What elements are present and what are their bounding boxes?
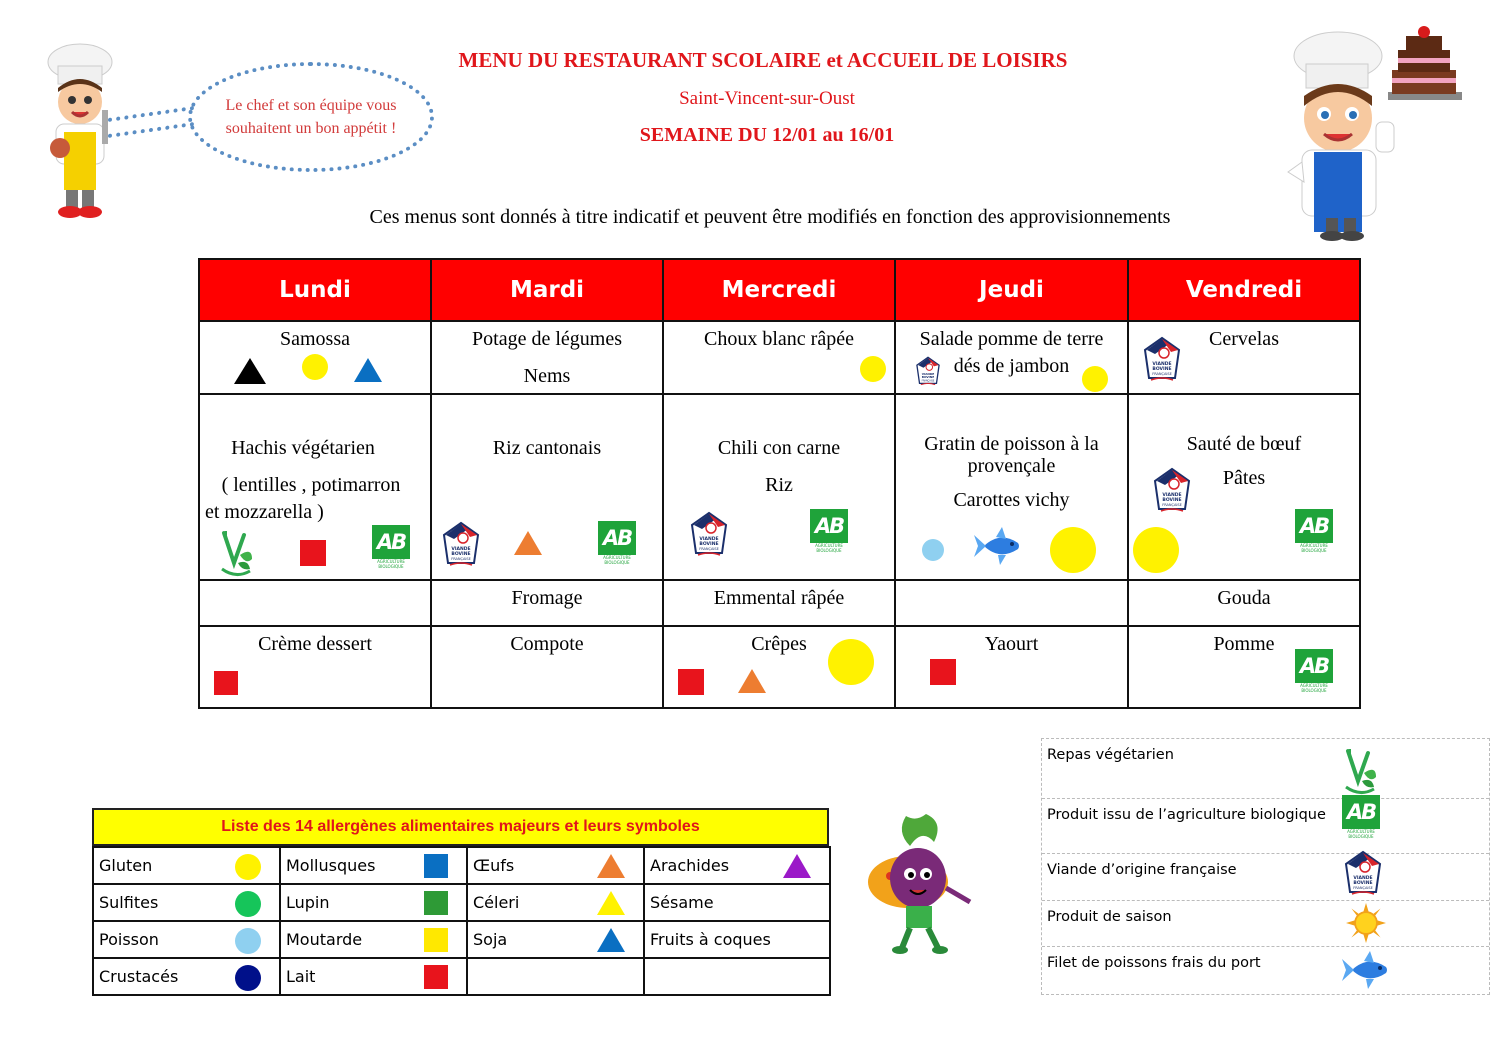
allergen-table (92, 846, 831, 996)
eggs-triangle-icon (738, 669, 766, 693)
soy-triangle-icon (354, 358, 382, 382)
dish-line: Compote (510, 633, 584, 655)
legend-row-french-meat (1042, 854, 1489, 901)
mollusques-square-icon (424, 854, 448, 878)
gluten-circle-icon (235, 854, 261, 880)
french-meat-label-icon (1342, 850, 1384, 896)
milk-square-icon (678, 669, 704, 695)
crustaces-circle-icon (235, 965, 261, 991)
fresh-fish-label-icon (974, 527, 1024, 565)
cheese-jeudi (895, 580, 1128, 626)
legend-label: Viande d’origine française (1047, 862, 1237, 878)
allergen-name: Fruits à coques (650, 930, 771, 949)
town-name: Saint-Vincent-sur-Oust (679, 88, 855, 109)
gluten-circle-icon (1082, 366, 1108, 392)
allergen-cell (280, 884, 467, 921)
sulfites-circle-icon (235, 891, 261, 917)
celeri-triangle-icon (597, 891, 625, 915)
allergen-cell (93, 884, 280, 921)
starter-mardi (431, 321, 663, 394)
allergen-name: Arachides (650, 856, 730, 875)
dish-line: dés de jambon (953, 355, 1070, 377)
legend-label: Repas végétarien (1047, 747, 1174, 763)
dish-line: Gouda (1217, 587, 1271, 609)
vegetarian-label-icon (1342, 747, 1378, 795)
allergen-name: Œufs (473, 856, 515, 875)
allergen-cell (93, 958, 280, 995)
cheese-row (199, 580, 1360, 626)
speech-bubble (188, 62, 434, 172)
day-header-jeudi: Jeudi (895, 259, 1128, 321)
dessert-mardi (431, 626, 663, 708)
allergen-cell (280, 847, 467, 884)
dish-line: provençale (967, 455, 1056, 477)
main-lundi (199, 394, 431, 580)
starter-lundi (199, 321, 431, 394)
day-header-mardi: Mardi (431, 259, 663, 321)
allergen-name: Moutarde (286, 930, 363, 949)
starter-jeudi (895, 321, 1128, 394)
quality-label-legend (1041, 738, 1490, 995)
cheese-lundi (199, 580, 431, 626)
main-vendredi (1128, 394, 1360, 580)
allergen-row (93, 958, 830, 995)
allergen-cell (644, 958, 830, 995)
allergen-name: Lait (286, 967, 316, 986)
dish-line: Hachis végétarien (231, 437, 375, 459)
main-mardi (431, 394, 663, 580)
milk-square-icon (300, 540, 326, 566)
main-course-row (199, 394, 1360, 580)
legend-row-seasonal (1042, 901, 1489, 947)
dessert-mercredi (663, 626, 895, 708)
starter-vendredi (1128, 321, 1360, 394)
lait-square-icon (424, 965, 448, 989)
allergen-cell (467, 958, 644, 995)
sun-label-icon (1346, 903, 1386, 943)
milk-square-icon (930, 659, 956, 685)
allergen-cell (467, 884, 644, 921)
allergen-legend (92, 808, 829, 996)
gluten-circle-icon (860, 356, 886, 382)
allergen-name: Sésame (650, 893, 714, 912)
main-mercredi (663, 394, 895, 580)
starter-row (199, 321, 1360, 394)
dish-line: Crêpes (751, 633, 807, 655)
dessert-lundi (199, 626, 431, 708)
dish-line: Sauté de bœuf (1186, 433, 1302, 455)
legend-row-vegetarian (1042, 739, 1489, 799)
cheese-mardi (431, 580, 663, 626)
day-header-row (199, 259, 1360, 321)
french-meat-label-icon (1151, 467, 1193, 513)
arachides-triangle-icon (783, 854, 811, 878)
disclaimer: Ces menus sont donnés à titre indicatif et peuvent être modifiés en fonction des approvisionnements (369, 206, 1171, 228)
legend-label: Produit de saison (1047, 909, 1172, 925)
lupin-square-icon (424, 891, 448, 915)
main-jeudi (895, 394, 1128, 580)
organic-label-icon: AB AGRICULTURE BIOLOGIQUE (1295, 509, 1333, 555)
milk-square-icon (214, 671, 238, 695)
allergen-name: Mollusques (286, 856, 376, 875)
allergen-row (93, 884, 830, 921)
allergen-name: Lupin (286, 893, 330, 912)
allergen-cell (467, 921, 644, 958)
dish-line: ( lentilles , potimarron (221, 474, 401, 496)
french-meat-label-icon (914, 356, 942, 386)
organic-label-icon: AB AGRICULTURE BIOLOGIQUE (1342, 795, 1380, 841)
allergen-cell (644, 921, 830, 958)
allergen-legend-title: Liste des 14 allergènes alimentaires majeurs et leurs symboles (92, 808, 829, 846)
dish-line: Emmental râpée (713, 587, 845, 609)
dessert-jeudi (895, 626, 1128, 708)
starter-mercredi (663, 321, 895, 394)
fresh-fish-label-icon (1342, 951, 1392, 989)
legend-label: Produit issu de l’agriculture biologique (1047, 807, 1326, 823)
week-range: SEMAINE DU 12/01 au 16/01 (639, 124, 895, 146)
gluten-circle-icon (1050, 527, 1096, 573)
dish-line: Crème dessert (258, 633, 372, 655)
weekly-menu-table (198, 258, 1361, 709)
dish-line: Carottes vichy (953, 489, 1070, 511)
organic-label-icon: AB AGRICULTURE BIOLOGIQUE (372, 525, 410, 571)
dish-line: Riz (765, 474, 793, 496)
vegetarian-label-icon (218, 529, 254, 577)
gluten-circle-icon (302, 354, 328, 380)
allergen-cell (280, 921, 467, 958)
allergen-name: Céleri (473, 893, 520, 912)
legend-row-organic (1042, 799, 1489, 854)
gluten-circle-icon (828, 639, 874, 685)
dish-line: Pâtes (1222, 467, 1266, 489)
gluten-circle-icon (1133, 527, 1179, 573)
allergen-name: Crustacés (99, 967, 179, 986)
dish-line: Cervelas (1209, 328, 1279, 350)
dish-line: Nems (523, 365, 571, 387)
dessert-row (199, 626, 1360, 708)
eggs-triangle-icon (514, 531, 542, 555)
dish-line: et mozzarella ) (205, 501, 324, 523)
dish-line: Yaourt (984, 633, 1039, 655)
organic-label-icon: AB AGRICULTURE BIOLOGIQUE (1295, 649, 1333, 695)
allergen-cell (93, 921, 280, 958)
speech-line-2: souhaitent un bon appétit ! (225, 120, 397, 137)
dish-line: Riz cantonais (492, 437, 602, 459)
french-meat-label-icon (1141, 336, 1183, 382)
speech-line-1: Le chef et son équipe vous (225, 97, 397, 114)
poisson-circle-icon (235, 928, 261, 954)
allergen-cell (467, 847, 644, 884)
allergen-row (93, 847, 830, 884)
allergen-cell (93, 847, 280, 884)
cheese-vendredi (1128, 580, 1360, 626)
day-header-vendredi: Vendredi (1128, 259, 1360, 321)
soja-triangle-icon (597, 928, 625, 952)
dish-line: Choux blanc râpée (704, 328, 854, 350)
allergen-cell (644, 847, 830, 884)
dish-line: Chili con carne (717, 437, 841, 459)
allergen-name: Soja (473, 930, 508, 949)
dish-line: Salade pomme de terre (919, 328, 1104, 350)
cheese-mercredi (663, 580, 895, 626)
celery-triangle-icon (234, 358, 266, 384)
day-header-lundi: Lundi (199, 259, 431, 321)
dish-line: Fromage (511, 587, 583, 609)
dish-line: Potage de légumes (472, 328, 622, 350)
legend-row-fresh-fish (1042, 947, 1489, 994)
day-header-mercredi: Mercredi (663, 259, 895, 321)
moutarde-square-icon (424, 928, 448, 952)
organic-label-icon: AB AGRICULTURE BIOLOGIQUE (810, 509, 848, 555)
ufs-triangle-icon (597, 854, 625, 878)
french-meat-label-icon (440, 521, 482, 567)
beet-mascot-illustration (866, 812, 978, 954)
french-meat-label-icon (688, 511, 730, 557)
legend-label: Filet de poissons frais du port (1047, 955, 1261, 971)
dish-line: Pomme (1213, 633, 1275, 655)
fish-circle-icon (922, 539, 944, 561)
dish-line: Samossa (280, 328, 350, 350)
allergen-cell (280, 958, 467, 995)
allergen-name: Poisson (99, 930, 159, 949)
allergen-name: Gluten (99, 856, 153, 875)
organic-label-icon: AB AGRICULTURE BIOLOGIQUE (598, 521, 636, 567)
allergen-row (93, 921, 830, 958)
dish-line: Gratin de poisson à la (924, 433, 1099, 455)
page-title: MENU DU RESTAURANT SCOLAIRE et ACCUEIL DE LOISIRS (458, 48, 1068, 72)
dessert-vendredi (1128, 626, 1360, 708)
allergen-cell (644, 884, 830, 921)
allergen-name: Sulfites (99, 893, 159, 912)
